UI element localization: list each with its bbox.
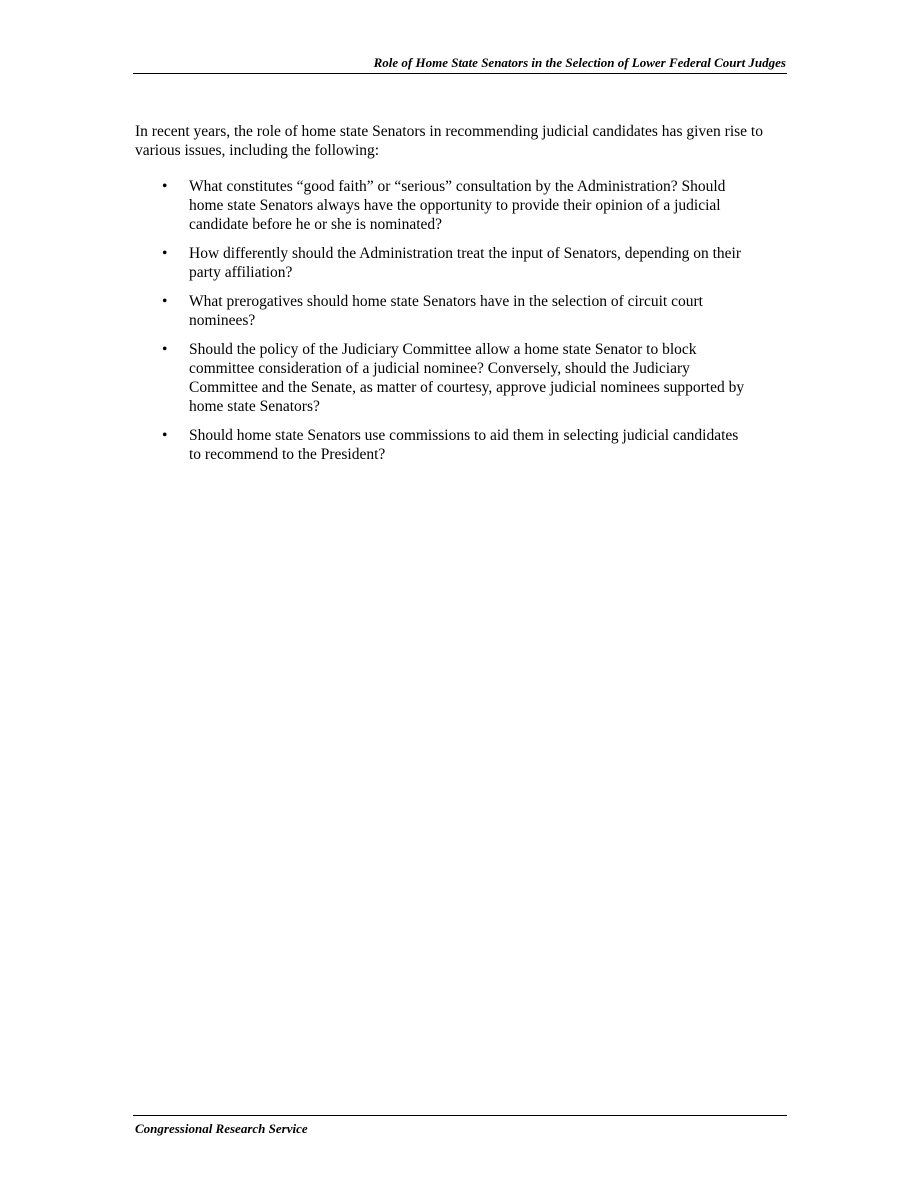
bullet-icon: • [162,427,168,444]
issues-bullet-list [135,177,745,474]
bullet-icon: • [162,178,168,195]
running-header-title: Role of Home State Senators in the Selection of Lower Federal Court Judges [373,55,786,70]
bullet-text: What constitutes “good faith” or “serious” consultation by the Administration? Should home state Senators always have the opportunity to provide their opinion of a judicial candidate before he or she is nominated? [189,178,726,233]
bullet-text: Should home state Senators use commissions to aid them in selecting judicial candidates to recommend to the President? [189,427,739,463]
bullet-text: What prerogatives should home state Senators have in the selection of circuit court nominees? [189,293,703,329]
bullet-item-circuit-prerogatives [135,292,745,330]
bullet-text: How differently should the Administration treat the input of Senators, depending on their party affiliation? [189,245,742,281]
bullet-item-consultation [135,177,745,234]
running-header [133,55,787,74]
bullet-icon: • [162,341,168,358]
bullet-item-commissions [135,426,745,464]
footer-organization: Congressional Research Service [135,1121,308,1136]
running-footer [133,1115,787,1136]
bullet-icon: • [162,293,168,310]
bullet-icon: • [162,245,168,262]
bullet-text: Should the policy of the Judiciary Committee allow a home state Senator to block committee consideration of a judicial nominee? Conversely, should the Judiciary Committee and the Senate, as matter of courtesy, approve judicial nominees supported by home state Senators? [189,341,745,415]
bullet-item-party-affiliation [135,244,745,282]
intro-paragraph: In recent years, the role of home state Senators in recommending judicial candidates has given rise to various issues, including the following: [135,123,763,159]
bullet-item-judiciary-committee-policy [135,340,745,416]
